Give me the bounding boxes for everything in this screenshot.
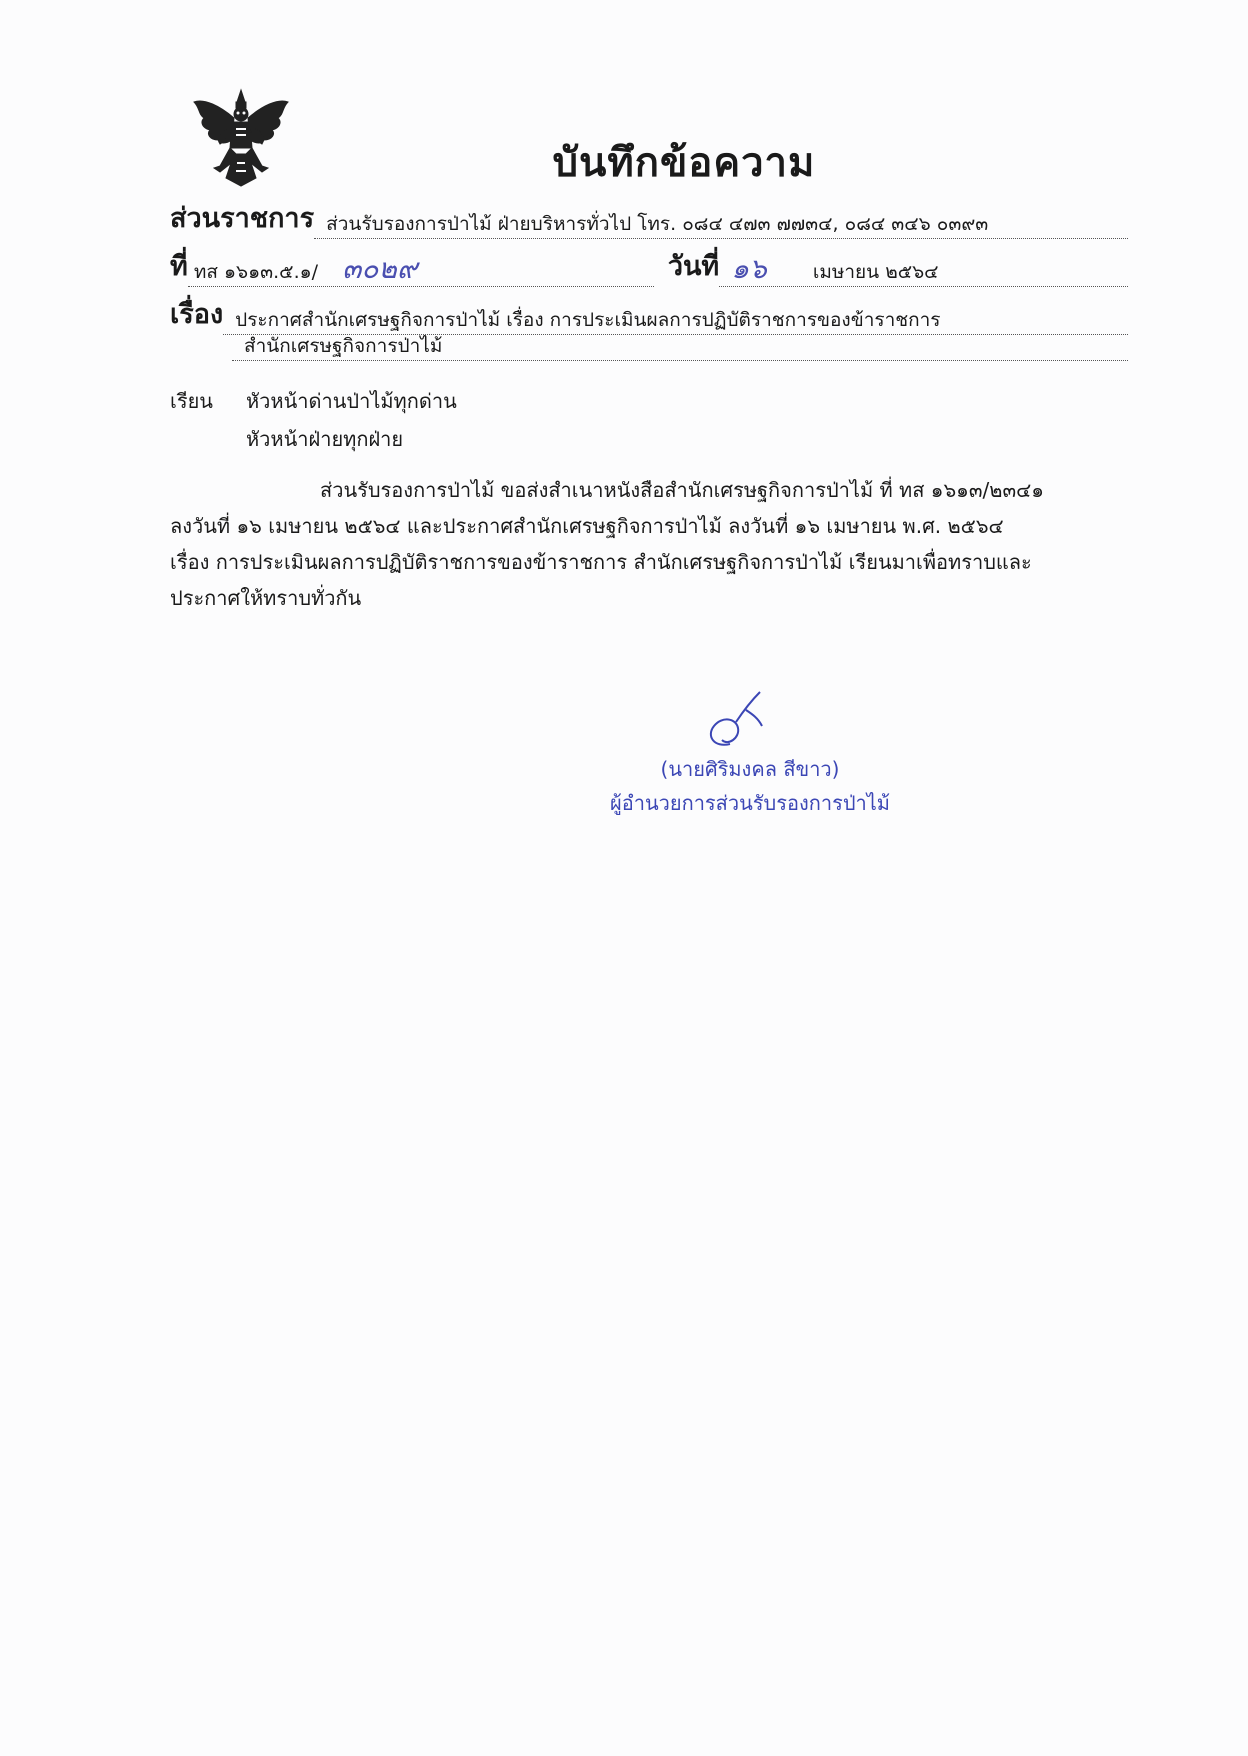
reference-prefix: ทส ๑๖๑๓.๕.๑/ — [193, 261, 319, 283]
subject-continuation-row — [232, 332, 1128, 361]
date-day-handwritten: ๑๖ — [731, 255, 767, 285]
subject-line-2: สำนักเศรษฐกิจการป่าไม้ — [232, 332, 1128, 361]
subject-label: เรื่อง — [170, 299, 224, 330]
reference-field — [188, 255, 654, 287]
signer-name: (นายศิริมงคล สีขาว) — [660, 757, 840, 781]
addressee-label: เรียน — [170, 389, 213, 413]
reference-row — [170, 244, 1128, 287]
subject-row — [170, 292, 1128, 335]
body-line-3: เรื่อง การประเมินผลการปฏิบัติราชการของข้าราชการ สำนักเศรษฐกิจการป่าไม้ เรียนมาเพื่อทราบและ — [170, 550, 1032, 574]
date-field — [719, 255, 1128, 287]
reference-number-handwritten: ๓๐๒๙ — [342, 255, 418, 285]
addressee-line-2: หัวหน้าฝ่ายทุกฝ่าย — [246, 427, 404, 451]
body-line-2: ลงวันที่ ๑๖ เมษายน ๒๕๖๔ และประกาศสำนักเศรษฐกิจการป่าไม้ ลงวันที่ ๑๖ เมษายน พ.ศ. ๒๕๖๔ — [170, 514, 1004, 538]
addressee-line-1: หัวหน้าด่านป่าไม้ทุกด่าน — [246, 389, 457, 413]
agency-value: ส่วนรับรองการป่าไม้ ฝ่ายบริหารทั่วไป โทร. ๐๘๔ ๔๗๓ ๗๗๓๔, ๐๘๔ ๓๔๖ ๐๓๙๓ — [314, 210, 1128, 239]
date-rest: เมษายน ๒๕๖๔ — [812, 261, 939, 283]
signer-position: ผู้อำนวยการส่วนรับรองการป่าไม้ — [610, 791, 890, 815]
date-label: วันที่ — [667, 251, 720, 282]
agency-label: ส่วนราชการ — [170, 203, 315, 234]
signer-block — [560, 752, 940, 820]
body-paragraph — [170, 472, 1128, 616]
document-title: บันทึกข้อความ — [552, 140, 816, 186]
subject-line-1: ประกาศสำนักเศรษฐกิจการป่าไม้ เรื่อง การประเมินผลการปฏิบัติราชการของข้าราชการ — [223, 306, 1128, 335]
addressee-block — [170, 382, 457, 458]
handwritten-signature — [700, 688, 772, 752]
agency-row — [170, 196, 1128, 239]
body-line-1: ส่วนรับรองการป่าไม้ ขอส่งสำเนาหนังสือสำนักเศรษฐกิจการป่าไม้ ที่ ทส ๑๖๑๓/๒๓๔๑ — [320, 478, 1044, 502]
reference-label: ที่ — [170, 251, 188, 282]
body-line-4: ประกาศให้ทราบทั่วกัน — [170, 586, 362, 610]
